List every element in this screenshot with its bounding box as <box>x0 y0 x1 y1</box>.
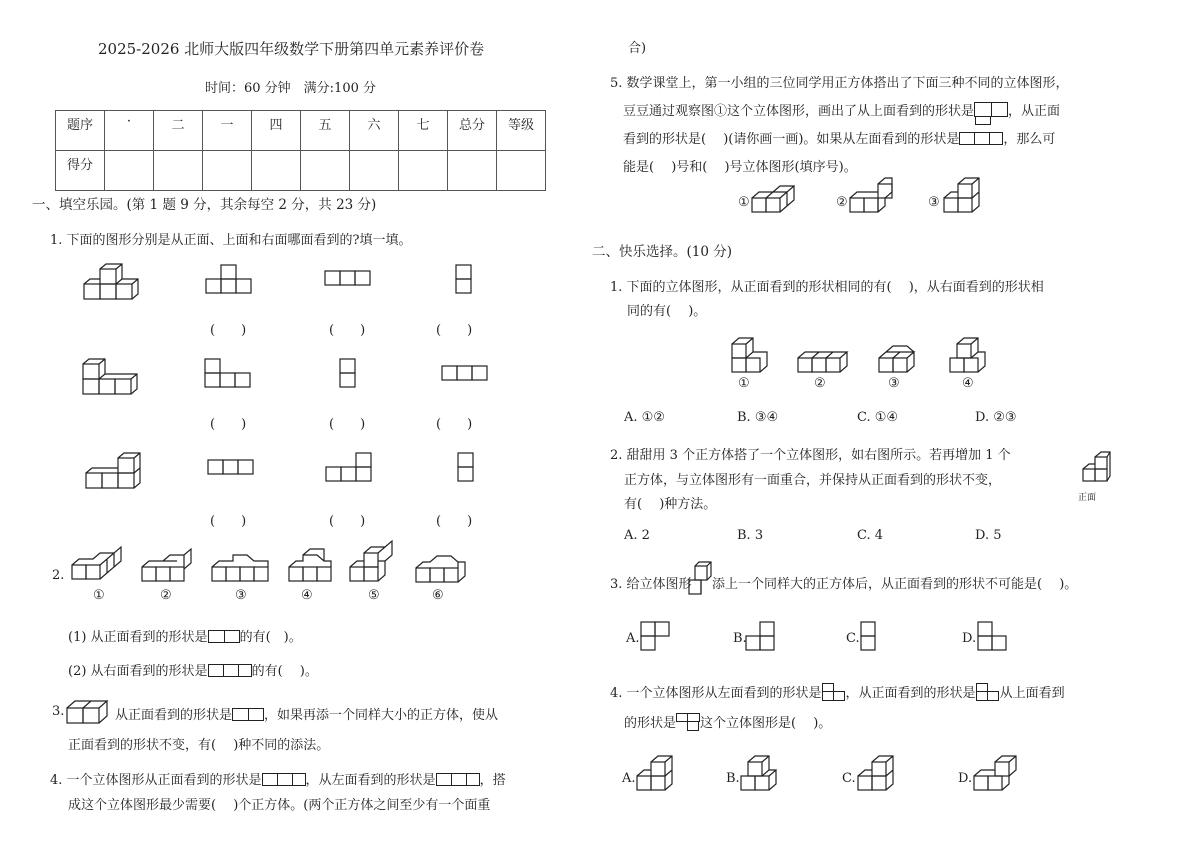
table-cell: 七 <box>399 111 448 151</box>
cube-figure-4 <box>289 555 339 585</box>
option-figure <box>974 754 1020 796</box>
question-text: 5. 数学课堂上，第一小组的三位同学用正方体搭出了下面三种不同的立体图形， <box>610 76 1069 91</box>
question-text: ，从左面看到的形状是 <box>305 773 436 788</box>
sub-question <box>68 626 302 645</box>
cube-figure-2 <box>798 348 850 374</box>
table-cell: 四 <box>252 111 301 151</box>
cube-figure <box>84 264 144 300</box>
score-table <box>55 110 546 191</box>
answer-blank[interactable]: ( ) <box>329 417 366 432</box>
figure-label: ③ <box>928 195 940 210</box>
question-text: 同的有( )。 <box>627 304 707 319</box>
cube-figure-2 <box>142 555 196 585</box>
question-text: 正面看到的形状不变，有( )种不同的添法。 <box>68 738 330 753</box>
question-text: (2) 从右面看到的形状是 <box>68 664 208 679</box>
shape-inline <box>208 630 240 643</box>
view-shape <box>326 453 374 483</box>
table-cell: 得分 <box>56 151 105 191</box>
question-text[interactable]: 的有( )。 <box>239 630 302 645</box>
question-text: 合) <box>628 41 647 56</box>
table-cell: 一 <box>203 111 252 151</box>
score-input-cell[interactable] <box>301 151 350 191</box>
question-text: 有( )种方法。 <box>624 497 717 512</box>
question-text <box>623 100 1060 119</box>
figure-label: ④ <box>301 588 313 603</box>
option-c[interactable]: C. ①④ <box>857 410 899 425</box>
question-text: 能是( )号和( )号立体图形(填序号)。 <box>623 160 857 175</box>
question-text: 豆豆通过观察图①这个立体图形，画出了从上面看到的形状是 <box>623 104 975 119</box>
figure-label: ① <box>93 588 105 603</box>
view-shape <box>442 366 490 382</box>
question-text: ，搭 <box>479 773 506 788</box>
answer-blank[interactable]: ( ) <box>329 323 366 338</box>
question-number: 2. <box>52 568 65 583</box>
figure-label: ⑥ <box>432 588 444 603</box>
question-text: 1. 下面的立体图形，从正面看到的形状相同的有( )，从右面看到的形状相 <box>610 280 1044 295</box>
score-input-cell[interactable] <box>399 151 448 191</box>
score-input-cell[interactable] <box>497 151 546 191</box>
question-text[interactable]: 的有( )。 <box>251 664 318 679</box>
option-b[interactable]: B. <box>726 771 740 786</box>
question-text <box>623 128 1055 147</box>
table-cell: 五 <box>301 111 350 151</box>
question-text: ，那么可 <box>1003 132 1056 147</box>
answer-blank[interactable]: ( ) <box>210 417 247 432</box>
cube-figure-3 <box>879 348 919 374</box>
table-cell: 总分 <box>448 111 497 151</box>
view-shape <box>325 271 373 287</box>
view-shape <box>208 460 256 476</box>
shape-inline <box>436 773 480 786</box>
option-b[interactable]: B. <box>733 631 747 646</box>
question-text: 这个立体图形是( )。 <box>700 716 832 731</box>
option-d[interactable]: D. <box>958 771 973 786</box>
shape-inline <box>208 664 252 677</box>
question-text: ，如果再添一个同样大小的正方体，使从 <box>264 708 499 723</box>
question-text: ，从正面 <box>1008 104 1061 119</box>
question-text: 从上面看到 <box>999 686 1065 701</box>
option-d[interactable]: D. 5 <box>975 528 1002 543</box>
question-text: 1. 下面的图形分别是从正面、上面和右面哪面看到的?填一填。 <box>50 233 412 248</box>
score-input-cell[interactable] <box>154 151 203 191</box>
question-text <box>624 712 831 731</box>
question-text: 3. 给立体图形 <box>610 577 692 592</box>
sub-question <box>68 660 318 679</box>
question-text <box>50 769 506 788</box>
option-shape <box>746 622 778 652</box>
cube-figure <box>752 186 800 218</box>
option-c[interactable]: C. <box>842 771 856 786</box>
view-shape <box>456 265 474 295</box>
cube-figure <box>944 184 984 218</box>
shape-inline <box>976 683 1000 701</box>
answer-blank[interactable]: ( ) <box>210 323 247 338</box>
table-cell: 六 <box>350 111 399 151</box>
question-text: 看到的形状是( )(请你画一画)。如果从左面看到的形状是 <box>623 132 960 147</box>
option-shape <box>861 622 879 652</box>
question-text: 4. 一个立体图形从左面看到的形状是 <box>610 686 822 701</box>
table-cell: 等级 <box>497 111 546 151</box>
cube-figure-3 <box>212 555 272 585</box>
score-input-cell[interactable] <box>448 151 497 191</box>
shape-inline <box>974 102 1008 117</box>
option-a[interactable]: A. 2 <box>624 528 650 543</box>
section-heading: 二、快乐选择。(10 分) <box>592 244 733 260</box>
option-figure <box>741 754 783 796</box>
question-text <box>115 704 498 723</box>
view-shape <box>205 359 253 389</box>
page-title: 2025-2026 北师大版四年级数学下册第四单元素养评价卷 <box>98 40 485 58</box>
cube-figure-5 <box>350 553 400 585</box>
cube-figure <box>1083 455 1113 485</box>
question-text: ，从正面看到的形状是 <box>845 686 976 701</box>
option-figure <box>637 754 679 796</box>
cube-figure <box>850 184 898 218</box>
answer-blank[interactable]: ( ) <box>436 514 473 529</box>
option-shape <box>641 622 673 652</box>
question-text: 从正面看到的形状是 <box>115 708 233 723</box>
answer-blank[interactable]: ( ) <box>210 514 247 529</box>
question-number: 3. <box>52 704 65 719</box>
figure-label: ① <box>738 195 750 210</box>
cube-figure <box>86 452 144 490</box>
shape-inline <box>232 708 264 721</box>
score-input-cell[interactable] <box>105 151 154 191</box>
option-c[interactable]: C. <box>846 631 860 646</box>
shape-inline <box>959 132 1003 145</box>
figure-label: ③ <box>888 376 900 391</box>
figure-label: ① <box>738 376 750 391</box>
answer-blank[interactable]: ( ) <box>329 514 366 529</box>
question-text: 成这个立体图形最少需要( )个正方体。(两个正方体之间至少有一个面重 <box>68 798 491 813</box>
shape-inline <box>822 683 846 701</box>
cube-figure-4 <box>950 336 990 374</box>
score-input-cell[interactable] <box>252 151 301 191</box>
option-shape <box>978 622 1010 652</box>
section-heading: 一、填空乐园。(第 1 题 9 分，其余每空 2 分，共 23 分) <box>32 197 377 213</box>
option-c[interactable]: C. 4 <box>857 528 884 543</box>
view-shape <box>458 453 476 483</box>
score-input-cell[interactable] <box>350 151 399 191</box>
table-cell: · <box>105 111 154 151</box>
option-d[interactable]: D. <box>962 631 977 646</box>
question-text: 2. 甜甜用 3 个正方体搭了一个立体图形，如右图所示。若再增加 1 个 <box>610 448 1011 463</box>
figure-label: ⑤ <box>368 588 380 603</box>
cube-figure <box>689 562 713 598</box>
option-a[interactable]: A. ①② <box>624 410 665 425</box>
option-d[interactable]: D. ②③ <box>975 410 1017 425</box>
score-input-cell[interactable] <box>203 151 252 191</box>
exam-info: 时间：60 分钟 满分:100 分 <box>205 81 376 96</box>
table-cell: 题序 <box>56 111 105 151</box>
cube-figure <box>83 358 143 396</box>
option-a[interactable]: A. <box>622 771 636 786</box>
answer-blank[interactable]: ( ) <box>436 417 473 432</box>
figure-label: ④ <box>962 376 974 391</box>
figure-label: ② <box>160 588 172 603</box>
option-figure <box>858 754 900 796</box>
question-text: (1) 从正面看到的形状是 <box>68 630 208 645</box>
question-text <box>610 682 1065 701</box>
view-shape <box>340 359 358 389</box>
front-label: 正面 <box>1078 493 1097 503</box>
option-a[interactable]: A. <box>626 631 640 646</box>
option-b[interactable]: B. 3 <box>737 528 764 543</box>
answer-blank[interactable]: ( ) <box>436 323 473 338</box>
figure-label: ② <box>836 195 848 210</box>
question-text: 的形状是 <box>624 716 677 731</box>
cube-figure-6 <box>416 556 466 586</box>
shape-inline <box>262 773 306 786</box>
cube-figure <box>67 698 115 726</box>
view-shape <box>206 265 254 295</box>
table-cell: 二 <box>154 111 203 151</box>
cube-figure-1 <box>72 551 126 583</box>
question-text: 4. 一个立体图形从正面看到的形状是 <box>50 773 262 788</box>
question-text: 正方体，与立体图形有一面重合，并保持从正面看到的形状不变， <box>624 473 1002 488</box>
question-text: 添上一个同样大的正方体后，从正面看到的形状不可能是( )。 <box>712 577 1078 592</box>
shape-inline <box>676 713 700 731</box>
cube-figure-1 <box>732 342 772 374</box>
option-b[interactable]: B. ③④ <box>737 410 779 425</box>
figure-label: ③ <box>235 588 247 603</box>
figure-label: ② <box>814 376 826 391</box>
